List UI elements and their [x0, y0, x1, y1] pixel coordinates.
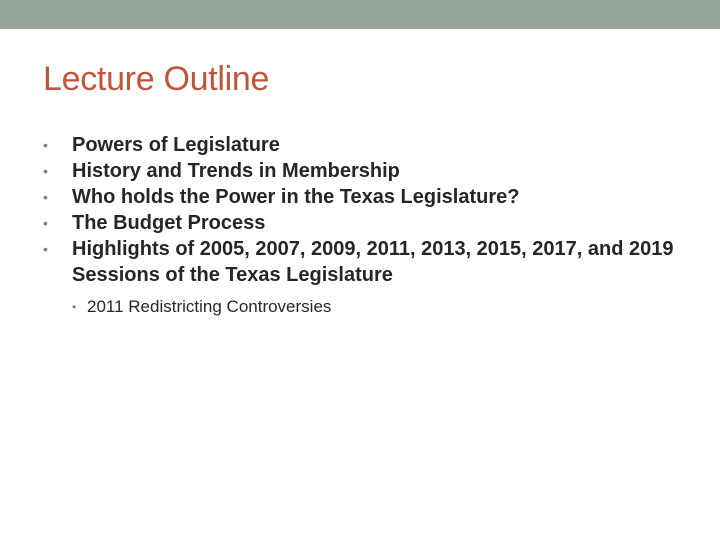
list-item — [43, 158, 683, 184]
bullet-icon: • — [43, 215, 48, 231]
list-item — [43, 132, 683, 158]
list-item-text: The Budget Process — [72, 212, 266, 234]
bullet-icon: • — [43, 137, 48, 153]
list-item-text: History and Trends in Membership — [72, 160, 400, 182]
list-item-text: Highlights of 2005, 2007, 2009, 2011, 2013, 2015, 2017, and 2019 Sessions of the Texas Legislature — [72, 238, 674, 286]
bullet-list — [43, 132, 683, 318]
list-item — [43, 236, 683, 318]
list-item — [43, 184, 683, 210]
slide-title: Lecture Outline — [43, 60, 270, 98]
list-item — [43, 210, 683, 236]
sub-bullet-icon: • — [72, 300, 77, 314]
bullet-icon: • — [43, 163, 48, 179]
sub-bullet-list — [72, 296, 683, 318]
list-item-text: Powers of Legislature — [72, 134, 280, 156]
list-item-text: Who holds the Power in the Texas Legislature? — [72, 186, 520, 208]
sub-list-item — [72, 296, 683, 318]
sub-list-item-text: 2011 Redistricting Controversies — [87, 297, 332, 316]
bullet-icon: • — [43, 189, 48, 205]
bullet-icon: • — [43, 241, 48, 257]
header-bar — [0, 0, 720, 29]
